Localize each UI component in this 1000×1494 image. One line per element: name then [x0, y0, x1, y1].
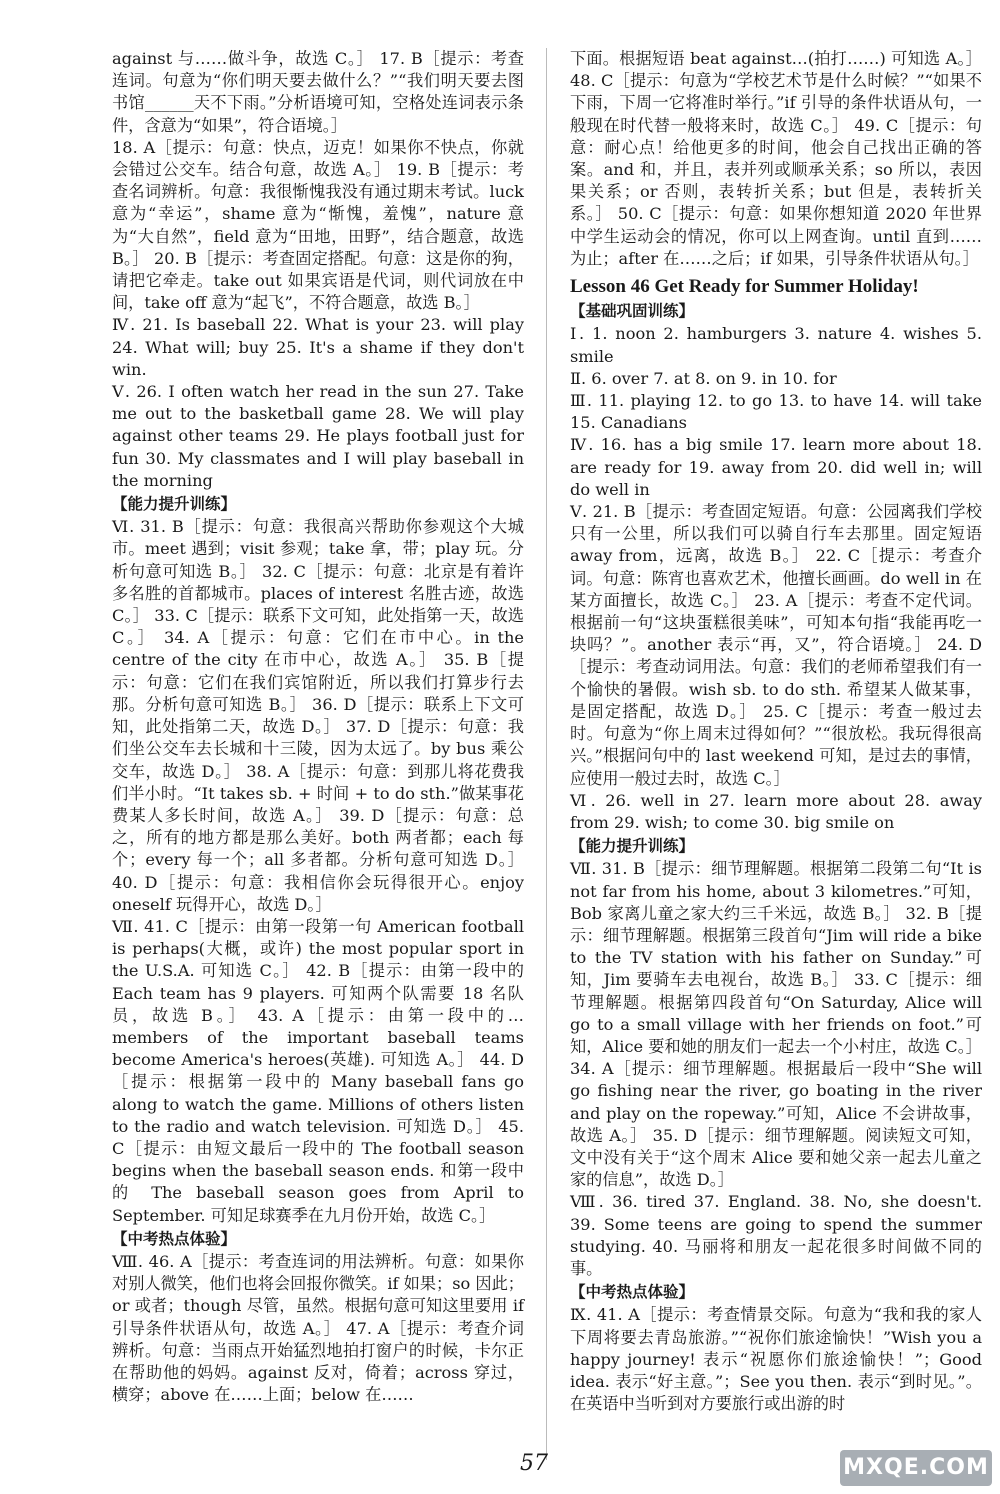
answer-section-viii: Ⅷ. 36. tired 37. England. 38. No, she doesn't. 39. Some teens are going to spend the summer studying. 40. 马丽将和朋友一起花很多时间做不同的事。	[570, 1192, 982, 1278]
column-divider	[546, 48, 547, 1460]
section-heading: 【能力提升训练】	[570, 837, 695, 856]
answer-section-iv: Ⅳ. 16. has a big smile 17. learn more about 18. are ready for 19. away from 20. did well in; will do well in	[570, 435, 982, 499]
answer-section-vi: Ⅵ. 31. B［提示：句意：我很高兴帮助你参观这个大城市。meet 遇到；visit 参观；take 拿，带；play 玩。分析句意可知选 B。］ 32. C［提示：句意：北京是有着许多名胜的首都城市。places of interest 名胜古迹，故选 C。］ 33. C［提示：联系下文可知，此处指第一天，故选 C。］ 34. A［提示：句意：它们在市中心。in the centre of the city 在市中心，故选 A。］ 35. B［提示：句意：它们在我们宾馆附近，所以我们打算步行去那。分析句意可知选 B。］ 36. D［提示：联系上下文可知，此处指第二天，故选 D。］ 37. D［提示：句意：我们坐公交车去长城和十三陵，因为太远了。by bus 乘公交车，故选 D。］ 38. A［提示：句意：到那儿将花费我们半小时。“It takes sb. + 时间 + to do sth.”做某事花费某人多长时间，故选 A。］ 39. D［提示：句意：总之，所有的地方都是那么美好。both 两者都；each 每个；every 每一个；all 多者都。分析句意可知选 D。］ 40. D［提示：句意：我相信你会玩得很开心。enjoy oneself 玩得开心，故选 D。］	[112, 517, 524, 914]
page-number: 57	[520, 1451, 548, 1476]
watermark-logo: MXQE.COM	[840, 1450, 992, 1486]
answer-section-v: Ⅴ. 21. B［提示：考查固定短语。句意：公园离我们学校只有一公里，所以我们可以骑自行车去那里。固定短语 away from，远离，故选 B。］ 22. C［提示：考查介词。句意：陈宵也喜欢艺术，他擅长画画。do well in 在某方面擅长，故选 C。］ 23. A［提示：考查不定代词。根据前一句“这块蛋糕很美味”，可知本句指“我能再吃一块吗？”。another 表示“再，又”，符合语境。］ 24. D［提示：考查动词用法。句意：我们的老师希望我们有一个愉快的暑假。wish sb. to do sth. 希望某人做某事，是固定搭配，故选 D。］ 25. C［提示：考查一般过去时。句意为“你上周末过得如何？”“很放松。我玩得很高兴。”根据问句中的 last weekend 可知，是过去的事情，应使用一般过去时，故选 C。］	[570, 502, 982, 788]
answer-paragraph: 18. A［提示：句意：快点，迈克！如果你不快点，你就会错过公交车。结合句意，故选 A。］ 19. B［提示：考查名词辨析。句意：我很惭愧我没有通过期末考试。luck 意为“幸运”，shame 意为“惭愧，羞愧”，nature 意为“大自然”，field 意为“田地，田野”，结合题意，故选 B。］ 20. B［提示：考查固定搭配。句意：这是你的狗，请把它牵走。take out 如果宾语是代词，则代词放在中间，take off 意为“起飞”，不符合题意，故选 B。］	[112, 137, 524, 313]
answer-section-iii: Ⅲ. 11. playing 12. to go 13. to have 14. will take 15. Canadians	[570, 391, 982, 433]
section-heading: 【能力提升训练】	[112, 495, 237, 514]
left-column	[112, 48, 524, 1406]
answer-section-iv: Ⅳ. 21. Is baseball 22. What is your 23. will play 24. What will; buy 25. It's a shame if they don't win.	[112, 315, 524, 379]
answer-section-vii: Ⅶ. 31. B［提示：细节理解题。根据第二段第二句“It is not far from his home, about 3 kilometres.”可知，Bob 家离儿童之家大约三千米远，故选 B。］ 32. B［提示：细节理解题。根据第三段首句“Jim will ride a bike to the TV station with his father on Sunday.”可知，Jim 要骑车去电视台，故选 B。］ 33. C［提示：细节理解题。根据第四段首句“On Saturday, Alice will go to a small village with her friends on foot.”可知，Alice 要和她的朋友们一起去一个小村庄，故选 C。］ 34. A［提示：细节理解题。根据最后一段中“She will go fishing near the river, go boating in the river and play on the ropeway.”可知，Alice 不会讲故事，故选 A。］ 35. D［提示：细节理解题。阅读短文可知，文中没有关于“这个周末 Alice 要和她父亲一起去儿童之家的信息”，故选 D。］	[570, 859, 982, 1190]
answer-paragraph: against 与……做斗争，故选 C。］ 17. B［提示：考查连词。句意为“你们明天要去做什么？”“我们明天要去图书馆______天不下雨。”分析语境可知，空格处连词表示条件，含意为“如果”，符合语境。］	[112, 49, 524, 135]
answer-section-viii: Ⅷ. 46. A［提示：考查连词的用法辨析。句意：如果你对别人微笑，他们也将会回报你微笑。if 如果；so 因此；or 或者；though 尽管，虽然。根据句意可知这里要用 if 引导条件状语从句，故选 A。］ 47. A［提示：考查介词辨析。句意：当雨点开始猛烈地拍打窗户的时候，卡尔正在帮助他的妈妈。against 反对，倚着；across 穿过，横穿；above 在……上面；below 在……	[112, 1251, 524, 1405]
answer-section-ii: Ⅱ. 6. over 7. at 8. on 9. in 10. for	[570, 368, 837, 388]
lesson-title: Lesson 46 Get Ready for Summer Holiday!	[570, 276, 919, 298]
right-column	[570, 48, 982, 1415]
answer-section-v: Ⅴ. 26. I often watch her read in the sun 27. Take me out to the basketball game 28. We will play against other teams 29. He plays football just for fun 30. My classmates and I will play baseball in the morning	[112, 382, 524, 490]
answer-section-vi: Ⅵ. 26. well in 27. learn more about 28. away from 29. wish; to come 30. big smile on	[570, 790, 982, 832]
section-heading: 【中考热点体验】	[570, 1283, 695, 1302]
answer-section-ix: Ⅸ. 41. A［提示：考查情景交际。句意为“我和我的家人下周将要去青岛旅游。”“祝你们旅途愉快！”Wish you a happy journey! 表示“祝愿你们旅途愉快！”；Good idea. 表示“好主意。”；See you then. 表示“到时见。”。在英语中当听到对方要旅行或出游的时	[570, 1305, 982, 1414]
section-heading: 【中考热点体验】	[112, 1229, 237, 1248]
answer-section-vii: Ⅶ. 41. C［提示：由第一段第一句 American football is perhaps(大概，或许) the most popular sport in the U.S.A. 可知选 C。］ 42. B［提示：由第一段中的 Each team has 9 players. 可知两个队需要 18 名队员，故选 B。］ 43. A［提示：由第一段中的… members of the important baseball teams become America's heroes(英雄). 可知选 A。］ 44. D［提示：根据第一段中的 Many baseball fans go along to watch the game. Millions of others listen to the radio and watch television. 可知选 D。］ 45. C［提示：由短文最后一段中的 The football season begins when the baseball season ends. 和第一段中的 The baseball season goes from April to September. 可知足球赛季在九月份开始，故选 C。］	[112, 916, 524, 1225]
answer-paragraph: 下面。根据短语 beat against…(拍打……) 可知选 A。］ 48. C［提示：句意为“学校艺术节是什么时候？”“如果不下雨，下周一它将准时举行。”if 引导的条件状语从句，一般现在时代替一般将来时，故选 C。］ 49. C［提示：句意：耐心点！给他更多的时间，他会自己找出正确的答案。and 和，并且，表并列或顺承关系；so 所以，表因果关系；or 否则，表转折关系；but 但是，表转折关系。］ 50. C［提示：句意：如果你想知道 2020 年世界中学生运动会的情况，你可以上网查询。until 直到……为止；after 在……之后；if 如果，引导条件状语从句。］	[570, 49, 982, 268]
answer-section-i: Ⅰ. 1. noon 2. hamburgers 3. nature 4. wishes 5. smile	[570, 324, 982, 366]
section-heading: 【基础巩固训练】	[570, 302, 695, 321]
